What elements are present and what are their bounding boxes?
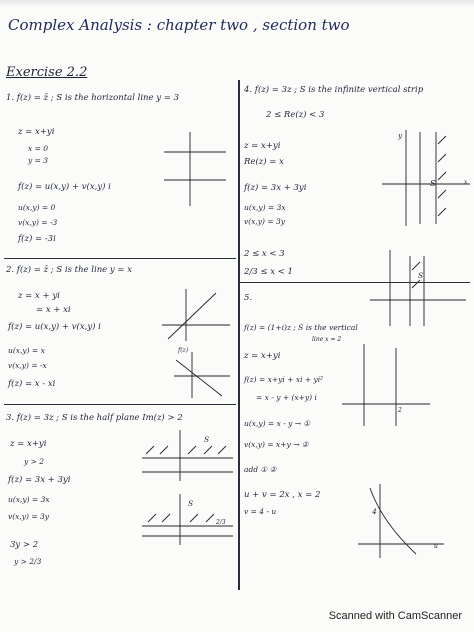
p5-graph-u-intercept: 4	[372, 507, 377, 516]
p3-graph-s-label: S	[204, 435, 210, 444]
p5-line-2: z = x+yi	[244, 351, 281, 361]
problem-2-statement: 2. f(z) = z̄ ; S is the line y = x	[6, 265, 133, 275]
p3-line-5: v(x,y) = 3y	[8, 512, 50, 521]
p5-graph-u-label: u	[434, 543, 438, 550]
p5-graph-mark: 2	[398, 407, 402, 414]
problem-4-statement: 4. f(z) = 3z ; S is the infinite vertical strip	[244, 85, 424, 95]
p5-line-9: v = 4 - u	[244, 507, 277, 516]
p1-graph	[160, 130, 230, 210]
p4-line-7: 2/3 ≤ x < 1	[244, 267, 293, 277]
p5-line-6: v(x,y) = x+y → ②	[244, 440, 309, 449]
p2-graph-1	[160, 285, 232, 345]
p4-graph-y-axis: y	[398, 131, 403, 140]
p5-line-5: u(x,y) = x - y → ①	[244, 419, 311, 428]
p3-line-6: 3y > 2	[10, 540, 39, 550]
page-title: Complex Analysis : chapter two , section two	[8, 16, 350, 34]
p4-graph-2	[368, 248, 468, 328]
p3-graph-mark: 2/3	[216, 519, 226, 526]
p1-line-3: y = 3	[28, 156, 49, 165]
p4-line-2: Re(z) = x	[244, 157, 284, 167]
p1-line-6: v(x,y) = -3	[18, 218, 58, 227]
p1-line-7: f(z) = -3i	[18, 234, 56, 244]
p1-line-5: u(x,y) = 0	[18, 203, 56, 212]
p4-line-3: f(z) = 3x + 3yi	[244, 183, 307, 193]
scan-edge	[0, 0, 474, 7]
p3-line-4: u(x,y) = 3x	[8, 495, 50, 504]
p5-line-1: f(z) = (1+i)z ; S is the vertical	[244, 323, 358, 332]
p5-line-3: f(z) = x+yi + xi + yi²	[244, 375, 324, 384]
separator-left-1	[4, 258, 236, 259]
p1-line-1: z = x+yi	[18, 127, 55, 137]
p4-graph-s-label: S	[430, 179, 436, 189]
p2-graph-2	[172, 347, 232, 400]
separator-left-2	[4, 404, 236, 405]
p2-line-3: f(z) = u(x,y) + v(x,y) i	[8, 322, 101, 332]
p5-line-7: add ① ②	[244, 465, 277, 474]
p2-line-1: z = x + yi	[18, 291, 60, 301]
p4-line-6: 2 ≤ x < 3	[244, 249, 285, 259]
p2-line-4: u(x,y) = x	[8, 346, 45, 355]
p4-line-4: u(x,y) = 3x	[244, 203, 286, 212]
p3-graph-s2-label: S	[188, 499, 194, 508]
p3-line-7: y > 2/3	[14, 557, 42, 566]
p5-graph-1	[340, 340, 432, 430]
p5-line-8: u + v = 2x , x = 2	[244, 490, 321, 500]
p4-line-1: z = x+yi	[244, 141, 281, 151]
problem-1-statement: 1. f(z) = z̄ ; S is the horizontal line y = 3	[6, 93, 179, 103]
camscanner-watermark: Scanned with CamScanner	[328, 610, 462, 622]
p4-condition: 2 ≤ Re(z) < 3	[266, 110, 325, 120]
p3-line-2: y > 2	[24, 457, 45, 466]
p5-line-1b: line x = 2	[312, 336, 342, 343]
p4-line-5: v(x,y) = 3y	[244, 217, 286, 226]
p1-line-2: x = 0	[28, 144, 49, 153]
problem-3-statement: 3. f(z) = 3z ; S is the half plane Im(z) > 2	[6, 413, 183, 423]
problem-5-number: 5.	[244, 293, 253, 303]
p4-graph-x-label: x	[464, 179, 468, 186]
p2-line-2: = x + xi	[36, 305, 71, 315]
p5-line-4: = x - y + (x+y) i	[256, 393, 317, 402]
p2-line-5: v(x,y) = -x	[8, 361, 47, 370]
exercise-heading: Exercise 2.2	[6, 65, 88, 80]
p2-graph-label: f(z)	[178, 347, 189, 354]
p1-line-4: f(z) = u(x,y) + v(x,y) i	[18, 182, 111, 192]
column-divider	[238, 80, 240, 590]
p3-graph-1	[140, 428, 235, 483]
p5-graph-2	[356, 482, 446, 560]
p3-line-1: z = x+yi	[10, 439, 47, 449]
p3-line-3: f(z) = 3x + 3yi	[8, 475, 71, 485]
p4-graph-2-s-label: S	[418, 271, 424, 280]
p4-graph-1	[380, 128, 472, 228]
p2-line-6: f(z) = x - xi	[8, 379, 56, 389]
